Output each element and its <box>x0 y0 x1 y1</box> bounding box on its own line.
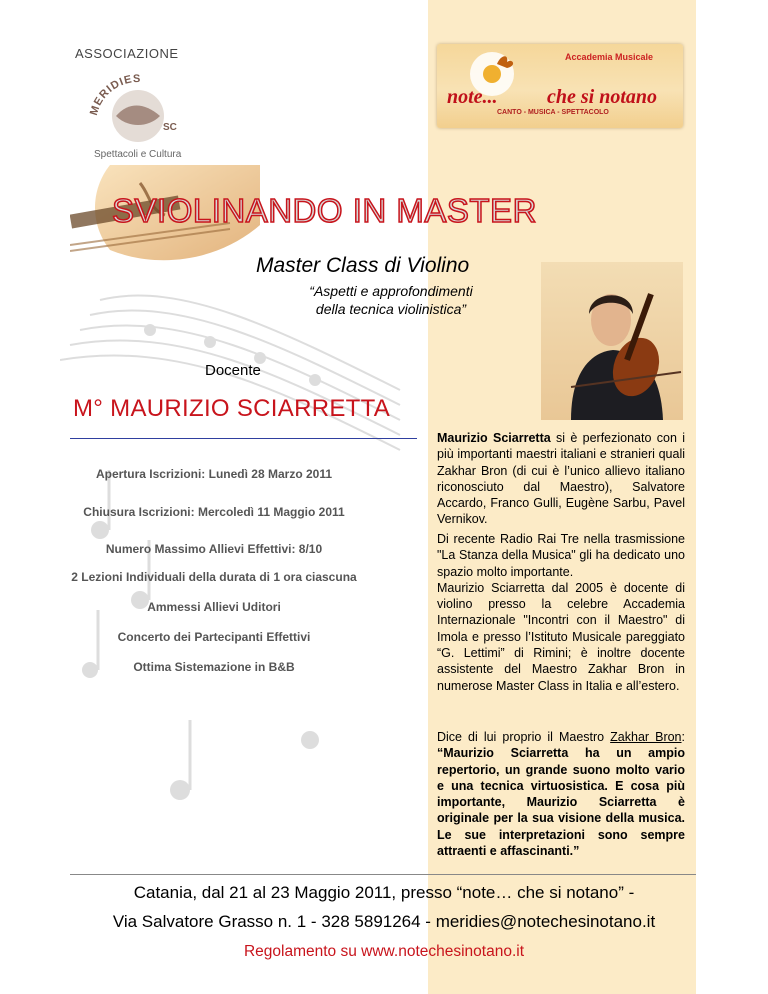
event-title: SVIOLINANDO IN MASTER <box>112 192 537 229</box>
meridies-logo <box>88 72 188 144</box>
quote-line-1: “Aspetti e approfondimenti <box>309 283 473 299</box>
teacher-name: M° MAURIZIO SCIARRETTA <box>73 395 391 422</box>
bio-paragraph-1 <box>437 430 685 528</box>
association-label: ASSOCIAZIONE <box>75 46 179 61</box>
bio-name: Maurizio Sciarretta <box>437 431 551 445</box>
bio-p1-text: si è perfezionato con i più importanti maestri italiani e stranieri quali Zakhar Bron (di cui è l’unico allievo italiano riconosciuto dal Maestro), Salvatore Accardo, Franco Gulli, Eugène Sarbu, Pavel Vernikov. <box>437 431 685 527</box>
academy-small-label: Accademia Musicale <box>565 52 654 62</box>
bio-p3-intro: Dice di lui proprio il Maestro <box>437 730 611 744</box>
teacher-photo <box>541 262 683 420</box>
bio-p3-link[interactable]: Zakhar Bron <box>610 730 682 744</box>
svg-text:MERIDIES: MERIDIES <box>88 72 142 117</box>
sheet-music-watermark <box>60 270 420 850</box>
association-tagline: Spettacoli e Cultura <box>94 149 182 160</box>
docente-label: Docente <box>205 362 261 379</box>
footer-contact: Via Salvatore Grasso n. 1 - 328 5891264 - meridies@notechesinotano.it <box>112 912 656 931</box>
info-item-lodging: Ottima Sistemazione in B&B <box>133 660 295 674</box>
info-item-lessons: 2 Lezioni Individuali della durata di 1 ora ciascuna <box>71 570 357 584</box>
info-item-auditors: Ammessi Allievi Uditori <box>147 600 281 614</box>
info-item-opening: Apertura Iscrizioni: Lunedì 28 Marzo 2011 <box>95 467 333 481</box>
bio-p2-text: Di recente Radio Rai Tre nella trasmissione "La Stanza della Musica" gli ha dedicato uno spazio molto importante. <box>437 532 685 579</box>
name-underline <box>70 438 417 439</box>
academy-banner <box>437 44 683 128</box>
quote-line-2: della tecnica violinistica” <box>315 301 467 317</box>
bio-paragraph-2 <box>437 531 685 694</box>
footer-regulation-link[interactable]: Regolamento su www.notechesinotano.it <box>243 943 525 960</box>
bio-paragraph-3 <box>437 729 685 859</box>
academy-name-part2: che si notano <box>547 86 658 108</box>
event-quote <box>276 282 506 318</box>
academy-subtitle: CANTO - MUSICA - SPETTACOLO <box>497 109 609 116</box>
footer-location: Catania, dal 21 al 23 Maggio 2011, presso “note… che si notano” - <box>133 883 635 902</box>
info-item-max-students: Numero Massimo Allievi Effettivi: 8/10 <box>105 542 323 556</box>
violinist-portrait <box>541 262 683 420</box>
event-subtitle: Master Class di Violino <box>256 254 470 277</box>
academy-name-part1: note... <box>447 86 498 108</box>
bio-p3-quote: “Maurizio Sciarretta ha un ampio repertorio, un grande suono molto vario e una tecnica virtuosistica. E cosa più importante, Maurizio Sciarretta è originale per la sua visione della musica. Le sue interpretazioni sono sempre attraenti e affascinanti.” <box>437 746 685 859</box>
bio-p3-colon: : <box>681 730 685 744</box>
footer-divider <box>70 874 696 875</box>
svg-text:SC: SC <box>163 122 177 133</box>
bio-p2b-text: Maurizio Sciarretta dal 2005 è docente di violino presso la celebre Accademia Internazionale "Incontri con il Maestro" di Imola e presso l’Istituto Musicale pareggiato “G. Lettimi” di Rimini; è inoltre docente assistente del Maestro Zakhar Bron in numerose Master Class in Italia e all’estero. <box>437 580 685 693</box>
info-item-concert: Concerto dei Partecipanti Effettivi <box>117 630 311 644</box>
info-item-closing: Chiusura Iscrizioni: Mercoledì 11 Maggio 2011 <box>83 505 345 519</box>
